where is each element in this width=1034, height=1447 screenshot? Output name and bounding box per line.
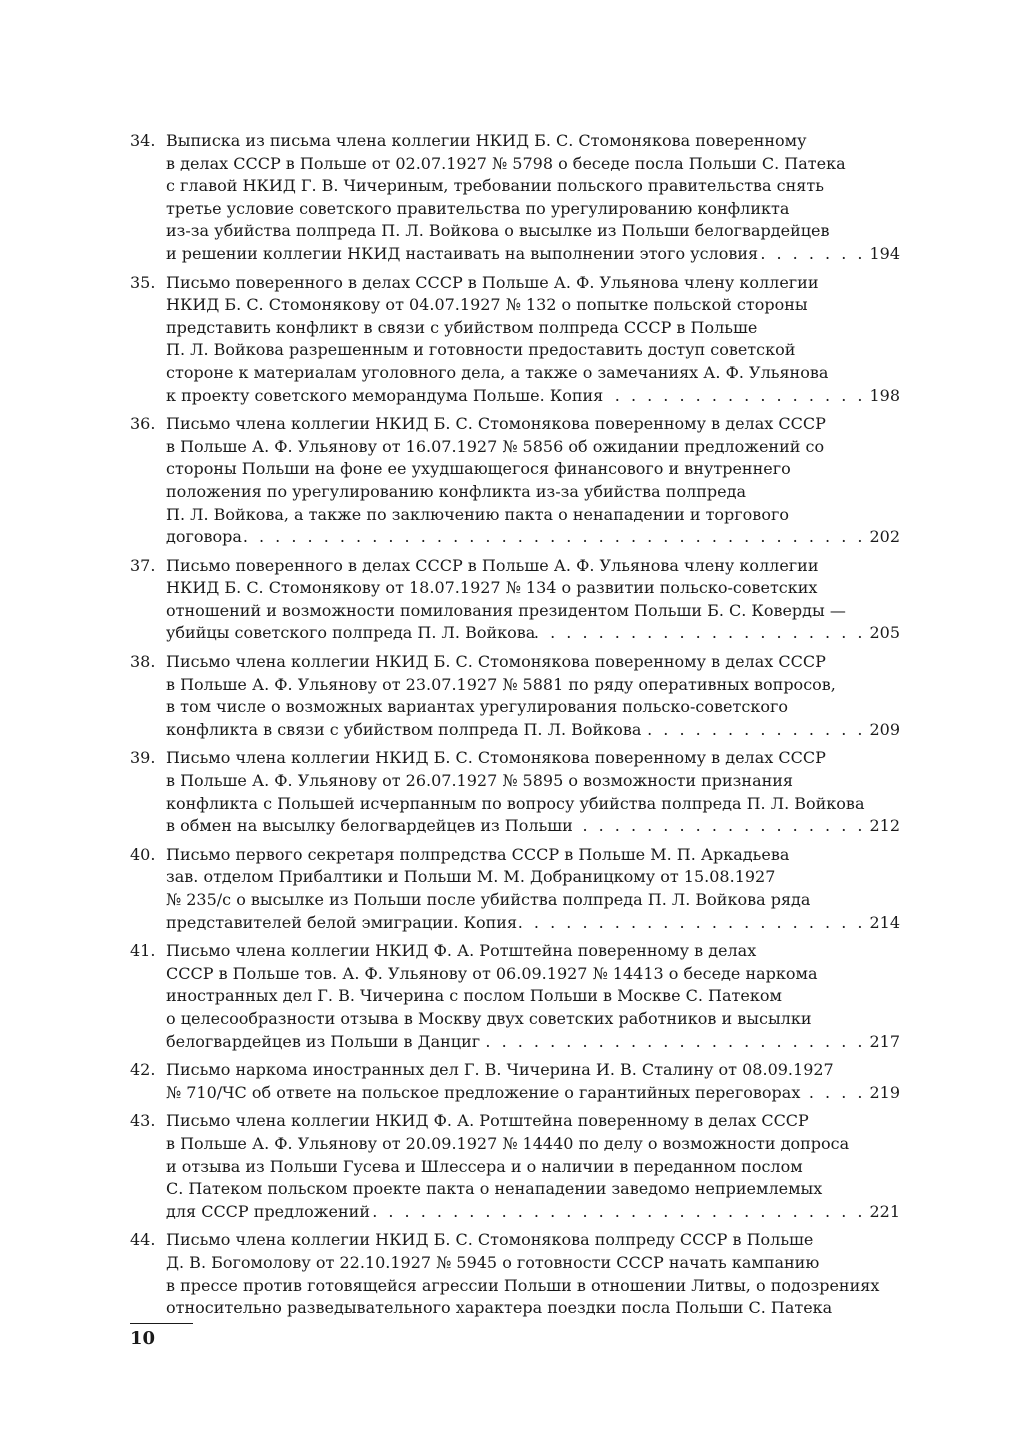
entry-body	[166, 1059, 900, 1104]
entry-last-line	[166, 815, 900, 838]
dot-leader	[641, 719, 869, 742]
entry-line: Письмо члена коллегии НКИД Б. С. Стомонякова поверенному в делах СССР	[166, 414, 826, 434]
toc-entry	[130, 1059, 900, 1104]
entry-last-line	[166, 622, 900, 645]
dot-leader	[242, 526, 870, 549]
entry-line: о целесообразности отзыва в Москву двух советских работников и высылки	[166, 1008, 812, 1028]
entry-last-line	[166, 1082, 900, 1105]
entry-line: Письмо члена коллегии НКИД Ф. А. Ротштейна поверенному в делах	[166, 941, 757, 961]
page-number: 10	[130, 1328, 156, 1349]
entry-body	[166, 747, 900, 837]
entry-body	[166, 555, 900, 645]
entry-line: договора	[166, 527, 242, 547]
entry-number: 36.	[130, 414, 156, 434]
dot-leader	[517, 912, 869, 935]
entry-last-line	[166, 1031, 900, 1054]
entry-line: Письмо поверенного в делах СССР в Польше А. Ф. Ульянова члену коллегии	[166, 272, 819, 292]
toc-entry	[130, 844, 900, 934]
toc-entry	[130, 940, 900, 1053]
entry-number: 38.	[130, 652, 156, 672]
entry-line: убийцы советского полпреда П. Л. Войкова	[166, 623, 536, 643]
entry-line: относительно разведывательного характера поездки посла Польши С. Патека	[166, 1298, 833, 1318]
entry-page-number: 205	[869, 623, 900, 643]
entry-body	[166, 844, 900, 934]
entry-page-number: 214	[869, 912, 900, 932]
entry-line: в обмен на высылку белогвардейцев из Польши	[166, 816, 573, 836]
entry-line: НКИД Б. С. Стомонякову от 18.07.1927 № 134 о развитии польско-советских	[166, 578, 818, 598]
entry-line: зав. отделом Прибалтики и Польши М. М. Добраницкому от 15.08.1927	[166, 867, 776, 887]
entry-body	[166, 413, 900, 549]
entry-body	[166, 651, 900, 741]
entry-line: Письмо члена коллегии НКИД Б. С. Стомонякова полпреду СССР в Польше	[166, 1230, 814, 1250]
entry-line: отношений и возможности помилования президентом Польши Б. С. Коверды —	[166, 600, 846, 620]
entry-body	[166, 272, 900, 408]
entry-number: 41.	[130, 941, 156, 961]
dot-leader	[480, 1031, 869, 1054]
entry-line: для СССР предложений	[166, 1201, 370, 1221]
dot-leader	[800, 1082, 869, 1105]
entry-line: представить конфликт в связи с убийством полпреда СССР в Польше	[166, 317, 758, 337]
entry-page-number: 194	[869, 243, 900, 263]
dot-leader	[758, 243, 869, 266]
entry-line: с главой НКИД Г. В. Чичериным, требовании польского правительства снять	[166, 176, 824, 196]
entry-line: из-за убийства полпреда П. Л. Войкова о высылке из Польши белогвардейцев	[166, 221, 830, 241]
entry-number: 39.	[130, 748, 156, 768]
toc-entry	[130, 555, 900, 645]
footer-rule	[130, 1323, 193, 1324]
entry-body	[166, 1110, 900, 1223]
entry-line: стороне к материалам уголовного дела, а также о замечаниях А. Ф. Ульянова	[166, 362, 829, 382]
table-of-contents	[130, 130, 900, 1326]
entry-line: и отзыва из Польши Гусева и Шлессера и о наличии в переданном послом	[166, 1156, 803, 1176]
entry-number: 34.	[130, 131, 156, 150]
toc-entry	[130, 1229, 900, 1319]
entry-line: Письмо наркома иностранных дел Г. В. Чичерина И. В. Сталину от 08.09.1927	[166, 1060, 834, 1080]
dot-leader	[370, 1201, 869, 1224]
entry-page-number: 198	[869, 385, 900, 405]
entry-line: иностранных дел Г. В. Чичерина с послом Польши в Москве С. Патеком	[166, 986, 782, 1006]
entry-line: Письмо поверенного в делах СССР в Польше А. Ф. Ульянова члену коллегии	[166, 555, 819, 575]
dot-leader	[603, 385, 869, 408]
entry-line: СССР в Польше тов. А. Ф. Ульянову от 06.09.1927 № 14413 о беседе наркома	[166, 963, 818, 983]
entry-page-number: 221	[869, 1201, 900, 1221]
entry-line: Д. В. Богомолову от 22.10.1927 № 5945 о готовности СССР начать кампанию	[166, 1252, 820, 1272]
entry-line: № 235/с о высылке из Польши после убийства полпреда П. Л. Войкова ряда	[166, 890, 811, 909]
entry-last-line	[166, 243, 900, 266]
entry-line: П. Л. Войкова разрешенным и готовности предоставить доступ советской	[166, 340, 796, 360]
entry-line: конфликта с Польшей исчерпанным по вопросу убийства полпреда П. Л. Войкова	[166, 793, 865, 813]
entry-last-line	[166, 912, 900, 935]
entry-line: П. Л. Войкова, а также по заключению пакта о ненападении и торгового	[166, 504, 789, 524]
entry-line: в Польше А. Ф. Ульянову от 23.07.1927 № 5881 по ряду оперативных вопросов,	[166, 674, 836, 694]
entry-page-number: 217	[869, 1031, 900, 1051]
entry-line: № 710/ЧС об ответе на польское предложение о гарантийных переговорах	[166, 1082, 801, 1102]
entry-page-number: 202	[869, 527, 900, 547]
entry-line: представителей белой эмиграции. Копия	[166, 912, 518, 932]
entry-line: в Польше А. Ф. Ульянову от 16.07.1927 № 5856 об ожидании предложений со	[166, 436, 825, 456]
entry-line: в делах СССР в Польше от 02.07.1927 № 5798 о беседе посла Польши С. Патека	[166, 153, 846, 173]
dot-leader	[573, 815, 870, 838]
entry-line: НКИД Б. С. Стомонякову от 04.07.1927 № 132 о попытке польской стороны	[166, 295, 808, 315]
entry-line: к проекту советского меморандума Польше. Копия	[166, 385, 604, 405]
entry-line: в Польше А. Ф. Ульянову от 20.09.1927 № 14440 по делу о возможности допроса	[166, 1133, 850, 1153]
entry-body	[166, 1229, 900, 1319]
entry-page-number: 212	[869, 816, 900, 836]
entry-line: в Польше А. Ф. Ульянову от 26.07.1927 № 5895 о возможности признания	[166, 771, 794, 791]
entry-body	[166, 940, 900, 1053]
entry-line: конфликта в связи с убийством полпреда П. Л. Войкова	[166, 719, 642, 739]
toc-entry	[130, 413, 900, 549]
entry-page-number: 219	[869, 1082, 900, 1102]
entry-line: Письмо первого секретаря полпредства СССР в Польше М. П. Аркадьева	[166, 844, 790, 864]
entry-line: Письмо члена коллегии НКИД Б. С. Стомонякова поверенному в делах СССР	[166, 748, 826, 768]
entry-line: Письмо члена коллегии НКИД Б. С. Стомонякова поверенному в делах СССР	[166, 652, 826, 672]
entry-line: третье условие советского правительства по урегулированию конфликта	[166, 198, 790, 218]
entry-last-line	[166, 385, 900, 408]
entry-number: 37.	[130, 555, 156, 575]
toc-entry	[130, 1110, 900, 1223]
dot-leader	[535, 622, 869, 645]
entry-line: положения по урегулированию конфликта из-за убийства полпреда	[166, 481, 747, 501]
entry-number: 40.	[130, 844, 156, 864]
entry-last-line	[166, 1201, 900, 1224]
toc-entry	[130, 651, 900, 741]
entry-line: белогвардейцев из Польши в Данциг	[166, 1031, 481, 1051]
toc-entry	[130, 747, 900, 837]
entry-number: 42.	[130, 1060, 156, 1080]
entry-page-number: 209	[869, 719, 900, 739]
entry-line: С. Патеком польском проекте пакта о ненападении заведомо неприемлемых	[166, 1179, 823, 1199]
entry-last-line	[166, 526, 900, 549]
entry-body	[166, 130, 900, 266]
entry-number: 43.	[130, 1111, 156, 1131]
entry-line: стороны Польши на фоне ее ухудшающегося финансового и внутреннего	[166, 459, 791, 479]
toc-entry	[130, 130, 900, 266]
toc-entry	[130, 272, 900, 408]
entry-line: Письмо члена коллегии НКИД Ф. А. Ротштейна поверенному в делах СССР	[166, 1111, 809, 1131]
entry-number: 44.	[130, 1230, 156, 1250]
entry-line: в прессе против готовящейся агрессии Польши в отношении Литвы, о подозрениях	[166, 1275, 880, 1295]
entry-line: в том числе о возможных вариантах урегулирования польско-советского	[166, 697, 788, 717]
entry-last-line	[166, 719, 900, 742]
entry-number: 35.	[130, 272, 156, 292]
entry-line: Выписка из письма члена коллегии НКИД Б. С. Стомонякова поверенному	[166, 131, 807, 150]
entry-line: и решении коллегии НКИД настаивать на выполнении этого условия	[166, 243, 759, 263]
